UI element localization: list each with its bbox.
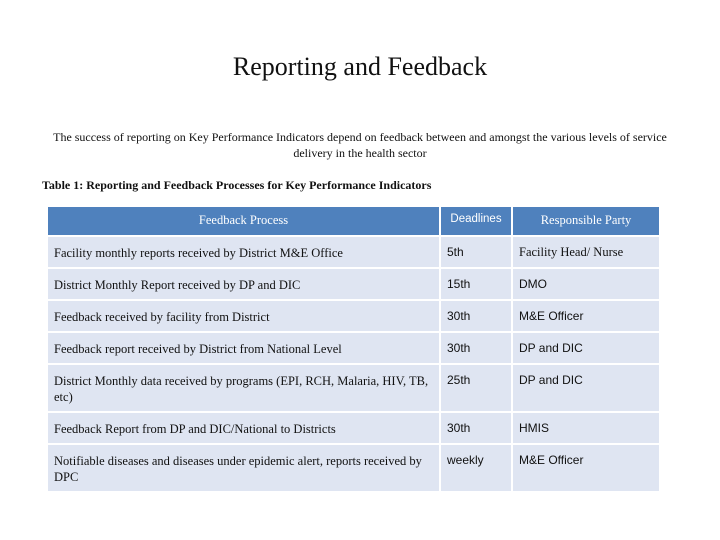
feedback-table	[48, 207, 661, 491]
header-responsible-party: Responsible Party	[512, 207, 660, 236]
cell-deadline: 5th	[440, 236, 512, 268]
cell-deadline: 25th	[440, 364, 512, 412]
cell-party: DP and DIC	[512, 364, 660, 412]
cell-process: Facility monthly reports received by District M&E Office	[48, 236, 440, 268]
cell-party: Facility Head/ Nurse	[512, 236, 660, 268]
table-row	[48, 364, 660, 412]
cell-process: District Monthly Report received by DP and DIC	[48, 268, 440, 300]
cell-process: Feedback report received by District from National Level	[48, 332, 440, 364]
cell-deadline: 15th	[440, 268, 512, 300]
page-title: Reporting and Feedback	[232, 52, 488, 81]
cell-deadline: 30th	[440, 300, 512, 332]
table-header-row	[48, 207, 660, 236]
intro-paragraph: The success of reporting on Key Performance Indicators depend on feedback between and amongst the various levels of service delivery in the health sector	[53, 130, 667, 160]
cell-party: HMIS	[512, 412, 660, 444]
header-feedback-process: Feedback Process	[48, 207, 440, 236]
cell-process: Feedback Report from DP and DIC/National to Districts	[48, 412, 440, 444]
cell-deadline: weekly	[440, 444, 512, 491]
cell-process: Notifiable diseases and diseases under epidemic alert, reports received by DPC	[48, 444, 440, 491]
cell-party: M&E Officer	[512, 444, 660, 491]
cell-party: DMO	[512, 268, 660, 300]
table-row	[48, 444, 660, 491]
cell-party: M&E Officer	[512, 300, 660, 332]
header-deadlines: Deadlines	[440, 207, 512, 236]
table-row	[48, 236, 660, 268]
cell-process: District Monthly data received by programs (EPI, RCH, Malaria, HIV, TB, etc)	[48, 364, 440, 412]
cell-process: Feedback received by facility from District	[48, 300, 440, 332]
cell-deadline: 30th	[440, 412, 512, 444]
table-caption: Table 1: Reporting and Feedback Processes for Key Performance Indicators	[42, 178, 432, 192]
table-row	[48, 300, 660, 332]
cell-deadline: 30th	[440, 332, 512, 364]
table-row	[48, 268, 660, 300]
table-row	[48, 332, 660, 364]
cell-party: DP and DIC	[512, 332, 660, 364]
table-row	[48, 412, 660, 444]
